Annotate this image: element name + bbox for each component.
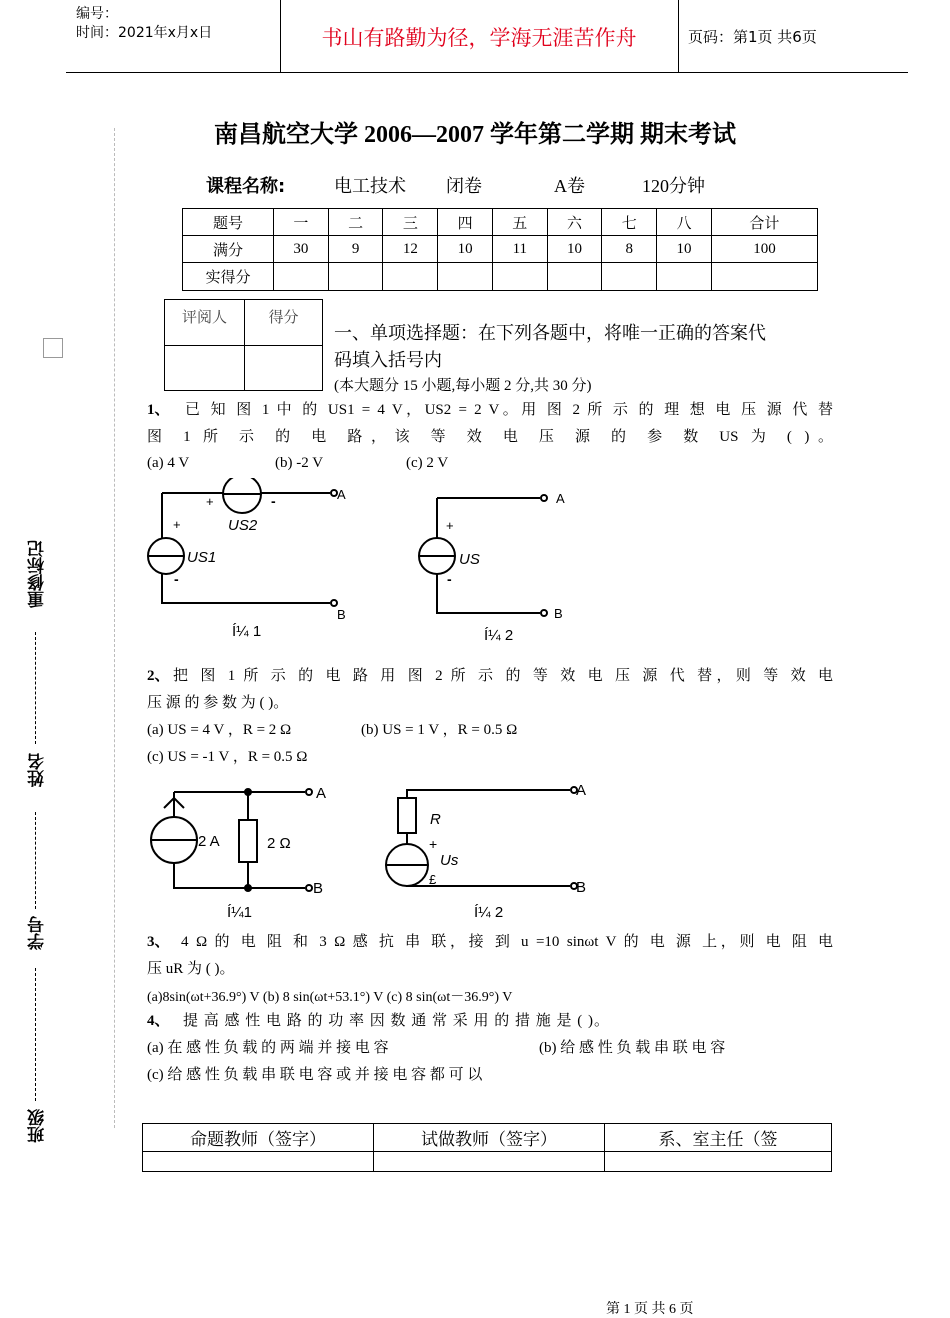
fig1-plus-left: + bbox=[173, 517, 181, 532]
q1-figures bbox=[140, 478, 590, 650]
name-fill-line[interactable] bbox=[35, 632, 36, 744]
option-c[interactable]: (c) US = -1 V ，R = 0.5 Ω bbox=[147, 749, 308, 765]
table-row bbox=[165, 300, 323, 346]
score-entry[interactable] bbox=[274, 263, 329, 291]
fig2-minus: - bbox=[447, 571, 452, 587]
table-cell: 11 bbox=[492, 236, 547, 263]
fig2-terminal-b: B bbox=[576, 879, 587, 896]
question-text: 压 uR 为 ( )。 bbox=[147, 961, 235, 977]
column-header: 四 bbox=[438, 209, 493, 236]
signature-entry[interactable] bbox=[374, 1152, 605, 1172]
score-entry[interactable] bbox=[711, 263, 817, 291]
fig2-caption: Í¼ 2 bbox=[484, 627, 514, 644]
course-name: 电工技术 bbox=[334, 176, 406, 197]
paper-type: A卷 bbox=[554, 176, 585, 196]
question-text: 已 知 图 1 中 的 US1 = 4 V，US2 = 2 V。用 图 2 所 示 的 理 想 电 压 源 代 替 bbox=[185, 402, 833, 418]
table-row bbox=[165, 346, 323, 391]
fig2-plus: + bbox=[429, 836, 438, 852]
column-header: 六 bbox=[547, 209, 602, 236]
option-row bbox=[147, 717, 833, 744]
fig1-source-top-label: US2 bbox=[228, 517, 258, 534]
fig1-current-label: 2 A bbox=[198, 833, 220, 850]
column-header: 一 bbox=[274, 209, 329, 236]
question-text: 把 图 1 所 示 的 电 路 用 图 2 所 示 的 等 效 电 压 源 代 替，则 等 效 电 bbox=[173, 668, 833, 684]
question-line bbox=[147, 1008, 833, 1035]
fig1-terminal-b: B bbox=[313, 880, 324, 897]
signature-entry[interactable] bbox=[605, 1152, 832, 1172]
proposer-signature-label: 命题教师（签字） bbox=[143, 1124, 374, 1152]
table-row bbox=[143, 1124, 832, 1152]
score-entry[interactable] bbox=[245, 346, 323, 391]
reviewer-box bbox=[164, 299, 323, 391]
q1-figure-2 bbox=[419, 495, 547, 616]
question-number: 3、 bbox=[147, 934, 170, 950]
question-2 bbox=[147, 663, 833, 771]
fig1-caption: Í¼ 1 bbox=[232, 623, 262, 640]
fig1-terminal-b: B bbox=[337, 607, 346, 622]
fig1-caption: Í¼1 bbox=[227, 904, 253, 921]
score-label: 得分 bbox=[245, 300, 323, 346]
table-cell: 10 bbox=[547, 236, 602, 263]
question-number: 4、 bbox=[147, 1013, 170, 1029]
fig2-caption: Í¼ 2 bbox=[474, 904, 504, 921]
header-motto: 书山有路勤为径，学海无涯苦作舟 bbox=[321, 26, 637, 50]
fig1-minus-top: - bbox=[271, 493, 276, 509]
resit-mark-label: 重修标记 bbox=[28, 540, 48, 608]
option-a[interactable]: (a) US = 4 V ，R = 2 Ω bbox=[147, 722, 292, 738]
class-fill-line[interactable] bbox=[35, 968, 36, 1101]
row-header: 满分 bbox=[183, 236, 274, 263]
question-number: 1、 bbox=[147, 402, 170, 418]
page-header bbox=[66, 0, 908, 73]
header-page-info: 页码：第1页 共6页 bbox=[688, 28, 817, 46]
fig2-source-label: Us bbox=[440, 852, 459, 869]
fig2-terminal-b: B bbox=[554, 606, 563, 621]
option-b[interactable]: (b) -2 V bbox=[275, 455, 324, 471]
fig2-minus: £ bbox=[429, 872, 437, 887]
fig2-terminal-a: A bbox=[556, 491, 565, 506]
option-a[interactable]: (a) 在 感 性 负 载 的 两 端 并 接 电 容 bbox=[147, 1040, 389, 1056]
fig1-terminal-a: A bbox=[337, 487, 346, 502]
column-header: 八 bbox=[657, 209, 712, 236]
score-entry[interactable] bbox=[602, 263, 657, 291]
column-header: 三 bbox=[383, 209, 438, 236]
course-label: 课程名称: bbox=[206, 176, 286, 197]
fig1-plus-top: + bbox=[206, 494, 214, 509]
time-label: 时间：2021年x月x日 bbox=[76, 25, 213, 41]
option-c[interactable]: (c) 给 感 性 负 载 串 联 电 容 或 并 接 电 容 都 可 以 bbox=[147, 1067, 483, 1083]
student-id-label: 学号 bbox=[28, 916, 48, 950]
option-b[interactable]: (b) US = 1 V ，R = 0.5 Ω bbox=[361, 722, 518, 738]
fig1-terminal-a: A bbox=[316, 785, 327, 802]
score-entry[interactable] bbox=[547, 263, 602, 291]
binding-line bbox=[114, 128, 115, 1128]
table-row bbox=[183, 263, 818, 291]
table-cell: 9 bbox=[328, 236, 383, 263]
number-label: 编号： bbox=[76, 6, 118, 22]
option-b[interactable]: (b) 给 感 性 负 载 串 联 电 容 bbox=[539, 1040, 726, 1056]
column-header: 七 bbox=[602, 209, 657, 236]
table-row bbox=[183, 209, 818, 236]
option-row bbox=[147, 1035, 833, 1062]
section-heading-line: 一、单项选择题：在下列各题中，将唯一正确的答案代 bbox=[334, 323, 766, 344]
score-entry[interactable] bbox=[328, 263, 383, 291]
page-footer: 第 1 页 共 6 页 bbox=[606, 1302, 694, 1317]
row-header: 实得分 bbox=[183, 263, 274, 291]
reviewer-label: 评阅人 bbox=[165, 300, 245, 346]
fig1-resistor-label: 2 Ω bbox=[267, 835, 291, 852]
question-text: 4 Ω 的 电 阻 和 3 Ω 感 抗 串 联，接 到 u =10 sinωt V 的 电 源 上，则 电 阻 电 bbox=[181, 934, 833, 950]
section-heading bbox=[334, 320, 766, 374]
question-number: 2、 bbox=[147, 668, 170, 684]
question-line bbox=[147, 663, 833, 690]
table-cell: 30 bbox=[274, 236, 329, 263]
section-heading-line: 码填入括号内 bbox=[334, 350, 442, 371]
fig2-resistor-label: R bbox=[430, 811, 441, 828]
signature-table bbox=[142, 1123, 832, 1172]
table-cell: 10 bbox=[657, 236, 712, 263]
exam-title: 南昌航空大学 2006—2007 学年第二学期 期末考试 bbox=[214, 122, 736, 148]
fig2-plus: + bbox=[446, 518, 454, 533]
question-line bbox=[147, 929, 833, 956]
section-note: (本大题分 15 小题,每小题 2 分,共 30 分) bbox=[334, 378, 592, 394]
table-cell: 12 bbox=[383, 236, 438, 263]
signature-entry[interactable] bbox=[143, 1152, 374, 1172]
table-cell: 10 bbox=[438, 236, 493, 263]
student-id-fill-line[interactable] bbox=[35, 812, 36, 909]
course-line bbox=[206, 172, 705, 198]
question-3 bbox=[147, 929, 833, 1013]
question-text: 图 1 所 示 的 电 路，该 等 效 电 压 源 的 参 数 US 为 ( )。 bbox=[147, 429, 833, 445]
option-c[interactable]: (c) 2 V bbox=[406, 455, 449, 471]
table-cell: 8 bbox=[602, 236, 657, 263]
table-row bbox=[183, 236, 818, 263]
score-entry[interactable] bbox=[492, 263, 547, 291]
table-cell: 100 bbox=[711, 236, 817, 263]
question-line bbox=[147, 397, 833, 424]
fig2-terminal-a: A bbox=[576, 782, 587, 799]
q2-figure-2 bbox=[386, 787, 577, 889]
director-signature-label: 系、室主任（签 bbox=[605, 1124, 832, 1152]
class-label: 班级 bbox=[28, 1109, 48, 1143]
margin-checkbox[interactable] bbox=[43, 338, 63, 358]
question-text: 提 高 感 性 电 路 的 功 率 因 数 通 常 采 用 的 措 施 是 ( )。 bbox=[183, 1013, 610, 1029]
score-entry[interactable] bbox=[657, 263, 712, 291]
table-row bbox=[143, 1152, 832, 1172]
option-a[interactable]: (a) 4 V bbox=[147, 455, 190, 471]
column-header: 二 bbox=[328, 209, 383, 236]
score-table bbox=[182, 208, 818, 291]
tester-signature-label: 试做教师（签字） bbox=[374, 1124, 605, 1152]
q2-figures bbox=[140, 778, 600, 923]
row-header: 题号 bbox=[183, 209, 274, 236]
column-header: 合计 bbox=[711, 209, 817, 236]
fig1-minus-left: - bbox=[174, 571, 179, 587]
fig1-source-left-label: US1 bbox=[187, 549, 217, 566]
question-text: 压 源 的 参 数 为 ( )。 bbox=[147, 695, 289, 711]
header-divider bbox=[678, 0, 679, 72]
question-1 bbox=[147, 397, 833, 451]
q1-options bbox=[147, 450, 448, 477]
exam-mode: 闭卷 bbox=[446, 176, 482, 196]
q3-options[interactable]: (a)8sin(ωt+36.9°) V (b) 8 sin(ωt+53.1°) V (c) 8 sin(ωt－36.9°) V bbox=[147, 990, 513, 1005]
name-label: 姓名 bbox=[28, 753, 48, 787]
column-header: 五 bbox=[492, 209, 547, 236]
score-entry[interactable] bbox=[438, 263, 493, 291]
fig2-source-label: US bbox=[459, 551, 480, 568]
question-4 bbox=[147, 1008, 833, 1089]
reviewer-entry[interactable] bbox=[165, 346, 245, 391]
header-meta bbox=[76, 5, 212, 43]
score-entry[interactable] bbox=[383, 263, 438, 291]
exam-duration: 120分钟 bbox=[642, 176, 705, 196]
